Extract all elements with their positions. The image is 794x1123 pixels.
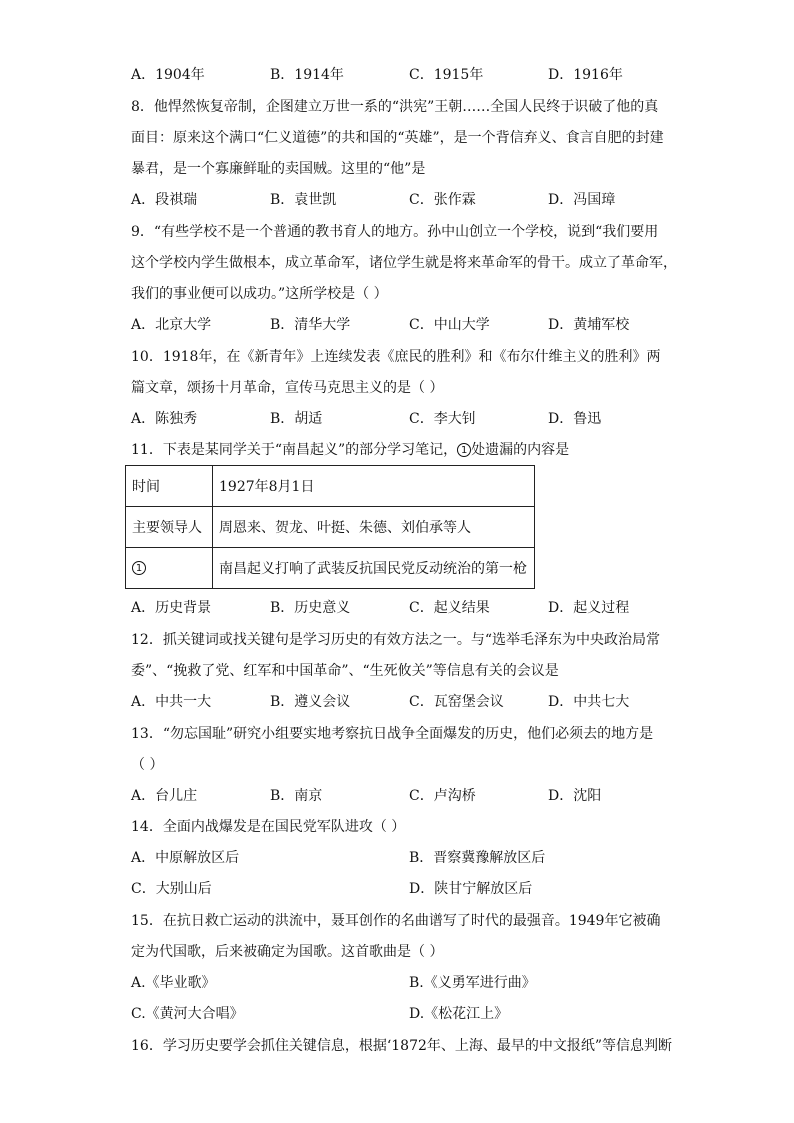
q14-option-b: B．晋察冀豫解放区后: [409, 850, 546, 866]
q15-options-row-2: [131, 1004, 691, 1024]
q13-option-b: B．南京: [270, 788, 323, 804]
q9-stem-line-2: 这个学校内学生做根本，成立革命军，诸位学生就是将来革命军的骨干。成立了革命军，: [131, 255, 677, 271]
q10-stem-line-1: 10．1918年，在《新青年》上连续发表《庶民的胜利》和《布尔什维主义的胜利》两: [131, 349, 661, 365]
q15-option-d: D.《松花江上》: [409, 1006, 509, 1022]
q11-options: [131, 598, 691, 618]
q15-option-b: B.《义勇军进行曲》: [409, 975, 536, 991]
q9-option-d: D．黄埔军校: [548, 317, 630, 333]
q15-option-c: C.《黄河大合唱》: [131, 1006, 244, 1022]
q7-option-a: A．1904年: [131, 67, 205, 83]
q8-stem-line-2: 面目：原来这个满口“仁义道德”的共和国的“英雄”，是一个背信弃义、食言自肥的封建: [131, 130, 664, 146]
table-row: [126, 548, 535, 589]
table-cell-key: 主要领导人: [126, 507, 213, 548]
q12-option-d: D．中共七大: [548, 694, 630, 710]
table-cell-value: 南昌起义打响了武装反抗国民党反动统治的第一枪: [213, 548, 535, 589]
q14-option-c: C．大别山后: [131, 881, 212, 897]
q8-option-d: D．冯国璋: [548, 192, 616, 208]
q11-option-d: D．起义过程: [548, 600, 630, 616]
q8-stem-line-3: 暴君，是一个寡廉鲜耻的卖国贼。这里的“他”是: [131, 161, 426, 177]
q13-stem-line-1: 13．“勿忘国耻”研究小组要实地考察抗日战争全面爆发的历史，他们必须去的地方是: [131, 726, 654, 742]
table-row: [126, 466, 535, 507]
q8-option-b: B．袁世凯: [270, 192, 337, 208]
q10-stem-line-2: 篇文章，颂扬十月革命，宣传马克思主义的是（ ）: [131, 380, 444, 396]
q14-stem-line-1: 14．全面内战爆发是在国民党军队进攻（ ）: [131, 819, 406, 835]
q15-stem-line-1: 15．在抗日救亡运动的洪流中，聂耳创作的名曲谱写了时代的最强音。1949年它被确: [131, 913, 661, 929]
q11-option-c: C．起义结果: [409, 600, 490, 616]
study-notes-table: [125, 465, 535, 589]
q13-option-c: C．卢沟桥: [409, 788, 476, 804]
circled-number-marker: 1: [457, 443, 471, 457]
q10-option-d: D．鲁迅: [548, 411, 602, 427]
q8-options: [131, 190, 691, 210]
q15-option-a: A.《毕业歌》: [131, 975, 216, 991]
q13-stem-line-2: （ ）: [131, 757, 164, 773]
q7-option-b: B．1914年: [270, 67, 344, 83]
table-row: [126, 507, 535, 548]
q8-option-c: C．张作霖: [409, 192, 476, 208]
table-cell-value: 1927年8月1日: [213, 466, 535, 507]
q11-option-a: A．历史背景: [131, 600, 212, 616]
circled-number-marker: 1: [132, 561, 146, 575]
q12-option-c: C．瓦窑堡会议: [409, 694, 504, 710]
q15-options-row-1: [131, 973, 691, 993]
q10-options: [131, 409, 691, 429]
table-cell-key: [126, 548, 213, 589]
q8-stem-line-1: 8．他悍然恢复帝制，企图建立万世一系的“洪宪”王朝……全国人民终于识破了他的真: [131, 99, 659, 115]
q12-options: [131, 692, 691, 712]
q8-option-a: A．段祺瑞: [131, 192, 198, 208]
table-cell-key: 时间: [126, 466, 213, 507]
q9-option-b: B．清华大学: [270, 317, 351, 333]
q9-options: [131, 315, 691, 335]
q11-option-b: B．历史意义: [270, 600, 351, 616]
q11-stem-after: 处遗漏的内容是: [471, 442, 570, 458]
q13-option-a: A．台儿庄: [131, 788, 198, 804]
table-cell-value: 周恩来、贺龙、叶挺、朱德、刘伯承等人: [213, 507, 535, 548]
q9-option-c: C．中山大学: [409, 317, 490, 333]
q12-stem-line-2: 委”、“挽救了党、红军和中国革命”、“生死攸关”等信息有关的会议是: [131, 663, 559, 679]
q12-option-a: A．中共一大: [131, 694, 212, 710]
q10-option-c: C．李大钊: [409, 411, 476, 427]
q9-stem-line-1: 9．“有些学校不是一个普通的教书育人的地方。孙中山创立一个学校，说到“我们要用: [131, 224, 659, 240]
q12-option-b: B．遵义会议: [270, 694, 351, 710]
q14-option-a: A．中原解放区后: [131, 850, 240, 866]
q13-options: [131, 786, 691, 806]
q14-option-d: D．陕甘宁解放区后: [409, 881, 533, 897]
q7-option-d: D．1916年: [548, 67, 623, 83]
q10-option-a: A．陈独秀: [131, 411, 198, 427]
q9-stem-line-3: 我们的事业便可以成功。”这所学校是（ ）: [131, 286, 388, 302]
q16-stem-line-1: 16．学习历史要学会抓住关键信息，根据‘1872年、上海、最早的中文报纸”等信息判断: [131, 1038, 673, 1054]
q11-stem-before: 11．下表是某同学关于“南昌起义”的部分学习笔记，: [131, 442, 458, 458]
q12-stem-line-1: 12．抓关键词或找关键句是学习历史的有效方法之一。与“选举毛泽东为中央政治局常: [131, 632, 660, 648]
q9-option-a: A．北京大学: [131, 317, 212, 333]
q11-stem: [131, 440, 671, 460]
q13-option-d: D．沈阳: [548, 788, 602, 804]
q10-option-b: B．胡适: [270, 411, 323, 427]
q14-options-row-1: [131, 848, 691, 868]
q15-stem-line-2: 定为代国歌，后来被确定为国歌。这首歌曲是（ ）: [131, 944, 444, 960]
q14-options-row-2: [131, 879, 691, 899]
q7-option-c: C．1915年: [409, 67, 484, 83]
q7-options: [131, 65, 691, 85]
